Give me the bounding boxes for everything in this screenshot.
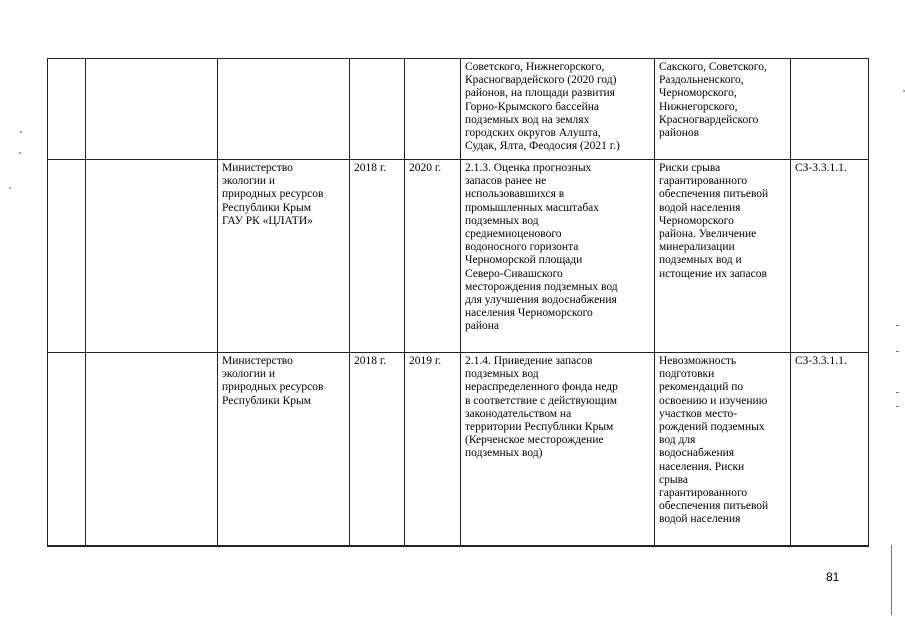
risk-cell: Невозможность подготовки рекомендаций по освоению и изучению участков место- рождений подземных вод для водоснабжения населения. Риски срыва гарантированного обеспечения питьевой водой населения — [655, 353, 791, 547]
start-year-cell: 2018 г. — [350, 160, 405, 353]
code-cell — [791, 59, 869, 160]
scan-edge-tick — [896, 392, 899, 393]
page-number: 81 — [826, 570, 840, 584]
program-cell — [86, 353, 218, 547]
scan-dot — [9, 187, 11, 189]
measure-cell: 2.1.3. Оценка прогнозных запасов ранее не использовавшихся в промышленных масштабах подземных вод среднемиоценового водоносного горизонта Черноморской площади Северо-Сивашского месторождения подземных вод для улучшения водоснабжения населения Черноморского района — [461, 160, 655, 353]
scan-edge-tick — [896, 351, 899, 352]
end-year-cell: 2019 г. — [405, 353, 461, 547]
number-cell — [48, 59, 86, 160]
organization-cell: Министерство экологии и природных ресурсов Республики Крым — [218, 353, 350, 547]
number-cell — [48, 160, 86, 353]
end-year-cell — [405, 59, 461, 160]
scan-dot — [20, 131, 22, 133]
scan-edge-tick — [896, 325, 899, 326]
scan-edge-line — [891, 545, 892, 615]
measure-cell: 2.1.4. Приведение запасов подземных вод нераспределенного фонда недр в соответствие с действующим законодательством на территории Республики Крым (Керченское месторождение подземных вод) — [461, 353, 655, 547]
start-year-cell: 2018 г. — [350, 353, 405, 547]
table-row — [48, 59, 869, 160]
organization-cell — [218, 59, 350, 160]
program-cell — [86, 160, 218, 353]
code-cell: СЗ-3.3.1.1. — [791, 160, 869, 353]
scan-dot — [19, 152, 21, 154]
measure-cell: Советского, Нижнегорского, Красногвардейского (2020 год) районов, на площади развития Горно-Крымского бассейна подземных вод на землях городских округов Алушта, Судак, Ялта, Феодосия (2021 г.) — [461, 59, 655, 160]
document-table — [47, 58, 869, 547]
scan-edge-tick — [896, 406, 899, 407]
table-row — [48, 353, 869, 547]
table-row — [48, 160, 869, 353]
program-cell — [86, 59, 218, 160]
risk-cell: Сакского, Советского, Раздольненского, Черноморского, Нижнегорского, Красногвардейского районов — [655, 59, 791, 160]
end-year-cell: 2020 г. — [405, 160, 461, 353]
number-cell — [48, 353, 86, 547]
organization-cell: Министерство экологии и природных ресурсов Республики Крым ГАУ РК «ЦЛАТИ» — [218, 160, 350, 353]
risk-cell: Риски срыва гарантированного обеспечения питьевой водой населения Черноморского района. Увеличение минерализации подземных вод и истощение их запасов — [655, 160, 791, 353]
code-cell: СЗ-3.3.1.1. — [791, 353, 869, 547]
start-year-cell — [350, 59, 405, 160]
